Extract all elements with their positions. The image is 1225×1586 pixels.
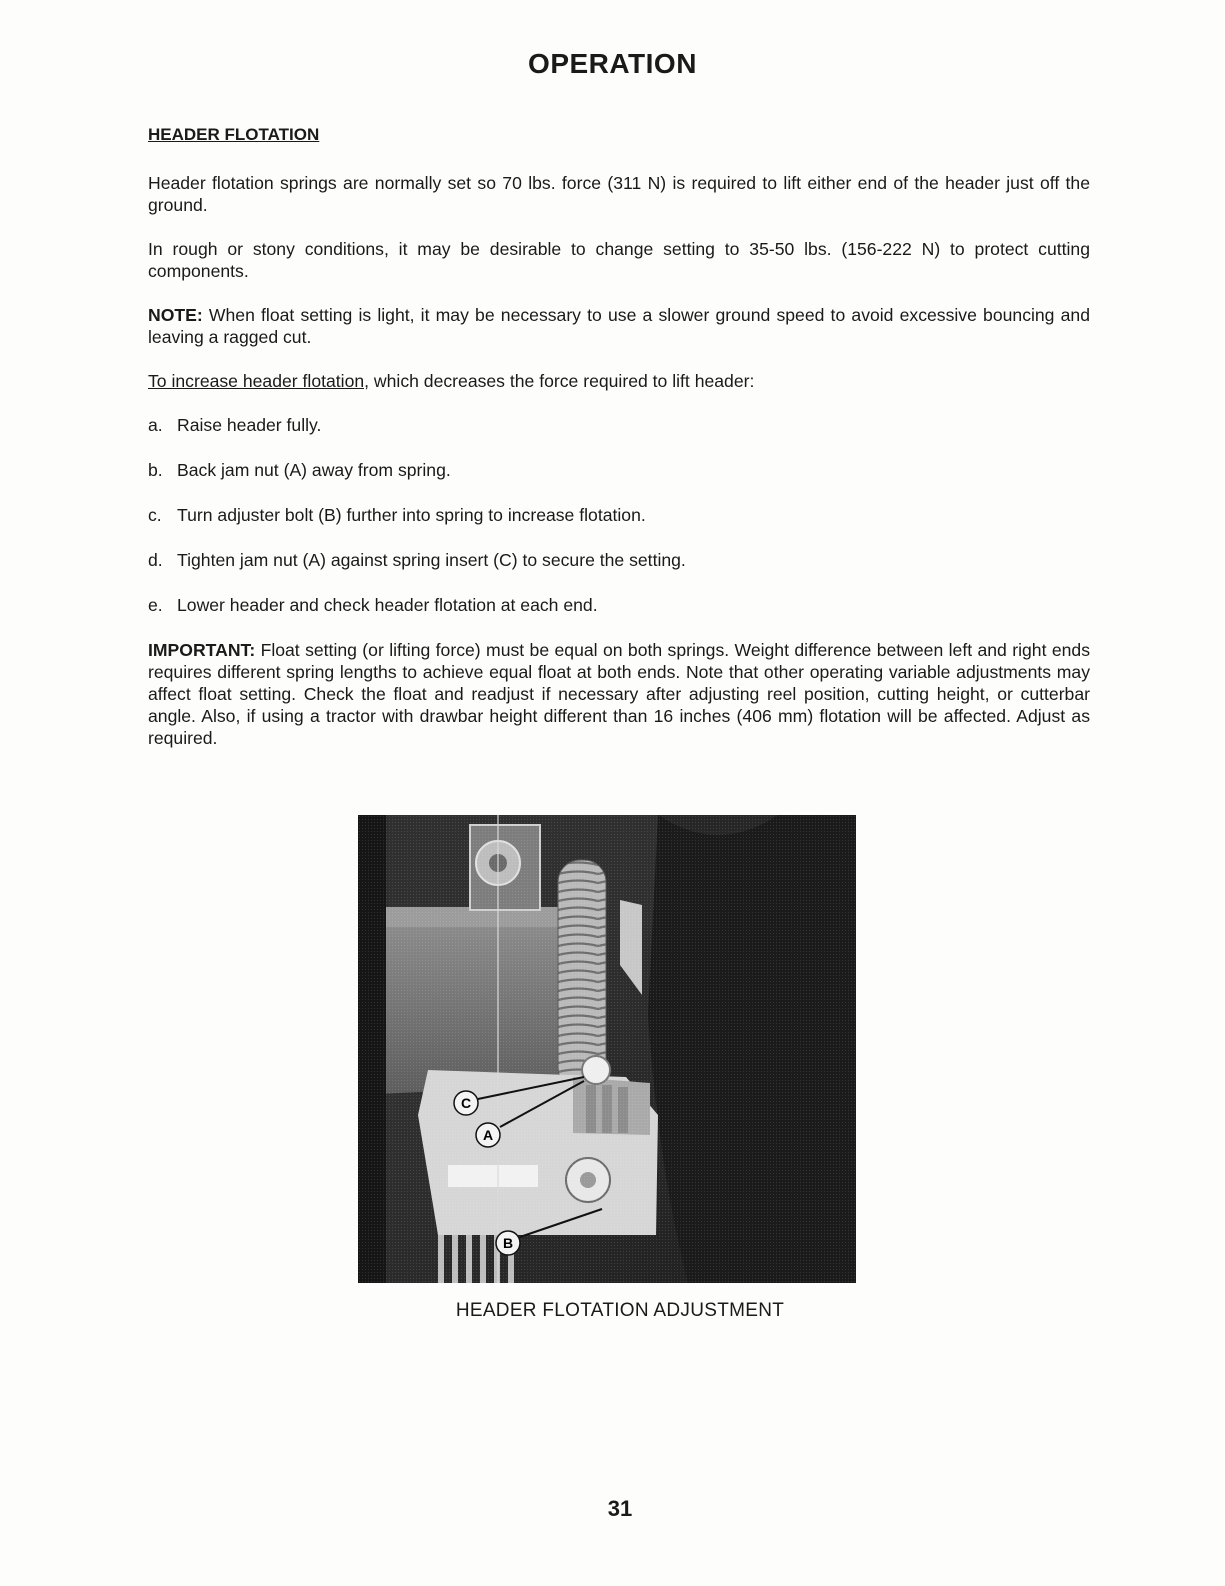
step-text: Turn adjuster bolt (B) further into spring to increase flotation. xyxy=(177,505,646,525)
step-item xyxy=(148,594,1090,616)
step-item xyxy=(148,414,1090,436)
important-paragraph xyxy=(148,639,1090,749)
step-item xyxy=(148,549,1090,571)
callout-a-label: A xyxy=(482,1127,494,1143)
step-letter: a. xyxy=(148,415,163,435)
important-text: Float setting (or lifting force) must be equal on both springs. Weight difference between left and right ends requires different spring lengths to achieve equal float at both ends. Note that other operating variable adjustments may affect float setting. Check the float and readjust if necessary after adjusting reel position, cutting height, or cutterbar angle. Also, if using a tractor with drawbar height different than 16 inches (406 mm) flotation will be affected. Adjust as required. xyxy=(148,640,1090,748)
callout-c-label: C xyxy=(460,1095,472,1111)
step-item xyxy=(148,459,1090,481)
note-text: When float setting is light, it may be necessary to use a slower ground speed to avoid excessive bouncing and leaving a ragged cut. xyxy=(148,305,1090,347)
paragraph-rough-conditions: In rough or stony conditions, it may be desirable to change setting to 35-50 lbs. (156-222 N) to protect cutting components. xyxy=(148,239,1090,281)
increase-flotation-intro xyxy=(148,370,1090,392)
paragraph-spring-setting: Header flotation springs are normally set so 70 lbs. force (311 N) is required to lift either end of the header just off the ground. xyxy=(148,173,1090,215)
increase-flotation-text: which decreases the force required to lift header: xyxy=(369,371,755,391)
step-item xyxy=(148,504,1090,526)
step-letter: c. xyxy=(148,505,162,525)
section-heading: HEADER FLOTATION xyxy=(148,125,320,144)
step-text: Back jam nut (A) away from spring. xyxy=(177,460,451,480)
important-label: IMPORTANT: xyxy=(148,640,256,660)
note-label: NOTE: xyxy=(148,305,203,325)
increase-flotation-heading: To increase header flotation, xyxy=(148,371,370,391)
step-letter: d. xyxy=(148,550,163,570)
figure-caption: HEADER FLOTATION ADJUSTMENT xyxy=(455,1300,785,1321)
page-title: OPERATION xyxy=(528,48,697,79)
photo-illustration xyxy=(358,815,856,1283)
step-letter: e. xyxy=(148,595,163,615)
main-content xyxy=(148,124,1090,771)
page-number: 31 xyxy=(607,1496,633,1521)
step-letter: b. xyxy=(148,460,163,480)
header-flotation-photo xyxy=(358,815,856,1283)
step-text: Tighten jam nut (A) against spring insert (C) to secure the setting. xyxy=(177,550,686,570)
callout-b-label: B xyxy=(502,1235,514,1251)
note-paragraph xyxy=(148,304,1090,348)
step-text: Lower header and check header flotation at each end. xyxy=(177,595,598,615)
step-text: Raise header fully. xyxy=(177,415,322,435)
